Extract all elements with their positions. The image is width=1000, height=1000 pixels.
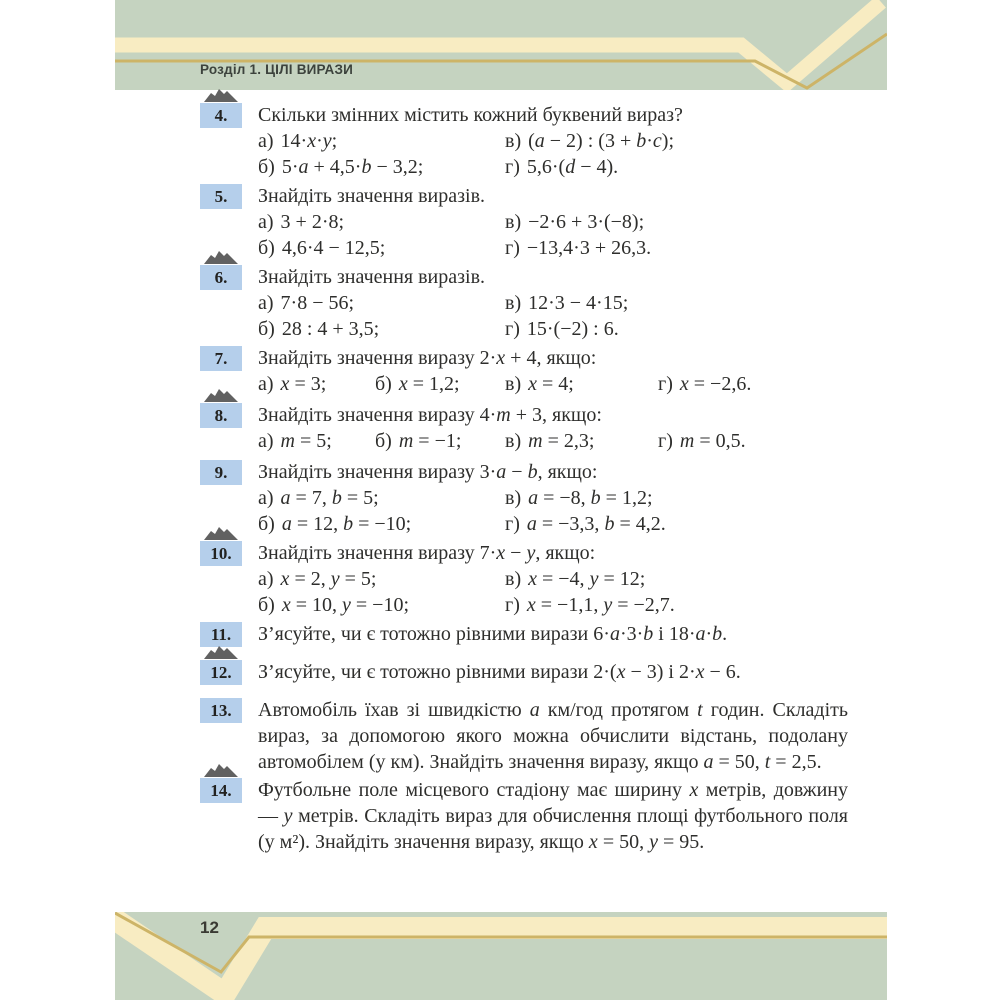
option-label: в) bbox=[505, 568, 522, 590]
problem-number-badge bbox=[200, 103, 242, 128]
option-expression: a = −3,3, b = 4,2. bbox=[526, 513, 666, 535]
option-item bbox=[258, 316, 505, 342]
option-item bbox=[658, 371, 848, 397]
problem-options bbox=[258, 128, 848, 180]
option-item bbox=[505, 290, 848, 316]
problem-number-badge bbox=[200, 622, 242, 647]
problem bbox=[200, 621, 848, 647]
problem-list bbox=[200, 102, 848, 857]
problem-title: Знайдіть значення виразу 3·a − b, якщо: bbox=[258, 461, 598, 483]
option-item bbox=[258, 511, 505, 537]
option-item bbox=[375, 428, 505, 454]
problem-options bbox=[258, 485, 848, 537]
problem-number-badge bbox=[200, 778, 242, 803]
problem bbox=[200, 659, 848, 685]
problem-number: 4. bbox=[214, 105, 228, 125]
option-label: в) bbox=[505, 211, 522, 233]
option-label: а) bbox=[258, 292, 274, 314]
problem-gutter bbox=[200, 659, 258, 685]
problem bbox=[200, 459, 848, 537]
problem-number: 14. bbox=[210, 780, 232, 800]
option-label: б) bbox=[258, 318, 275, 340]
problem bbox=[200, 345, 848, 397]
option-expression: a = −8, b = 1,2; bbox=[528, 487, 653, 509]
option-item bbox=[258, 485, 505, 511]
chapter-header: Розділ 1. ЦІЛІ ВИРАЗИ bbox=[200, 62, 354, 77]
option-expression: −13,4·3 + 26,3. bbox=[526, 237, 652, 259]
option-item bbox=[375, 371, 505, 397]
problem bbox=[200, 402, 848, 454]
option-label: г) bbox=[505, 156, 520, 178]
problem-number: 12. bbox=[210, 662, 232, 682]
option-expression: 14·x·y; bbox=[280, 130, 338, 152]
option-item bbox=[505, 154, 848, 180]
option-expression: a = 7, b = 5; bbox=[280, 487, 379, 509]
difficulty-mountain-icon bbox=[204, 527, 238, 540]
problem bbox=[200, 697, 848, 775]
option-label: г) bbox=[505, 513, 520, 535]
problem-gutter bbox=[200, 264, 258, 342]
option-label: б) bbox=[258, 237, 275, 259]
option-label: в) bbox=[505, 487, 522, 509]
option-item bbox=[258, 290, 505, 316]
option-label: г) bbox=[658, 430, 673, 452]
option-item bbox=[258, 209, 505, 235]
option-expression: x = −2,6. bbox=[679, 373, 752, 395]
option-item bbox=[258, 592, 505, 618]
option-expression: (a − 2) : (3 + b·c); bbox=[528, 130, 674, 152]
problem-number-badge bbox=[200, 265, 242, 290]
option-item bbox=[258, 235, 505, 261]
option-item bbox=[258, 154, 505, 180]
problem-content bbox=[258, 264, 848, 342]
option-expression: 12·3 − 4·15; bbox=[528, 292, 629, 314]
problem bbox=[200, 264, 848, 342]
option-item bbox=[505, 235, 848, 261]
difficulty-mountain-icon bbox=[204, 89, 238, 102]
problem-gutter bbox=[200, 540, 258, 618]
problem-gutter bbox=[200, 102, 258, 180]
problem bbox=[200, 540, 848, 618]
problem-title: Знайдіть значення виразу 2·x + 4, якщо: bbox=[258, 347, 597, 369]
option-label: в) bbox=[505, 292, 522, 314]
problem-options bbox=[258, 566, 848, 618]
difficulty-mountain-icon bbox=[204, 251, 238, 264]
option-item bbox=[258, 128, 505, 154]
problem-content bbox=[258, 402, 848, 454]
problem-content bbox=[258, 659, 848, 685]
option-item bbox=[258, 371, 375, 397]
problem-number: 11. bbox=[210, 624, 232, 644]
option-expression: 15·(−2) : 6. bbox=[526, 318, 619, 340]
problem-gutter bbox=[200, 459, 258, 537]
problem-title: Знайдіть значення виразів. bbox=[258, 185, 486, 207]
page-number: 12 bbox=[200, 918, 219, 937]
option-label: г) bbox=[505, 594, 520, 616]
option-label: а) bbox=[258, 430, 274, 452]
problem bbox=[200, 183, 848, 261]
problem-title: З’ясуйте, чи є тотожно рівними вирази 6·a·3·b і 18·a·b. bbox=[258, 623, 728, 645]
problem bbox=[200, 777, 848, 855]
problem-body: Автомобіль їхав зі швидкістю a км/год протягом t годин. Складіть вираз, за допомогою якого можна обчислити відстань, подолану автомобілем (у км). Знайдіть значення виразу, якщо a = 50, t = 2,5. bbox=[258, 699, 848, 773]
option-label: б) bbox=[375, 373, 392, 395]
option-label: б) bbox=[258, 513, 275, 535]
option-expression: 28 : 4 + 3,5; bbox=[281, 318, 380, 340]
problem-gutter bbox=[200, 777, 258, 855]
problem-title: Знайдіть значення виразу 4·m + 3, якщо: bbox=[258, 404, 602, 426]
problem-number: 10. bbox=[210, 543, 232, 563]
option-label: а) bbox=[258, 211, 274, 233]
option-expression: x = 1,2; bbox=[398, 373, 460, 395]
option-label: в) bbox=[505, 373, 522, 395]
option-label: в) bbox=[505, 130, 522, 152]
problem-number-badge bbox=[200, 541, 242, 566]
problem bbox=[200, 102, 848, 180]
option-item bbox=[505, 316, 848, 342]
option-expression: x = 3; bbox=[280, 373, 327, 395]
problem-number: 6. bbox=[214, 267, 228, 287]
option-item bbox=[505, 511, 848, 537]
problem-content bbox=[258, 540, 848, 618]
problem-gutter bbox=[200, 402, 258, 454]
problem-gutter bbox=[200, 621, 258, 647]
option-expression: 3 + 2·8; bbox=[280, 211, 345, 233]
difficulty-mountain-icon bbox=[204, 646, 238, 659]
problem-number: 5. bbox=[214, 186, 228, 206]
option-expression: x = −4, y = 12; bbox=[528, 568, 646, 590]
problem-number-badge bbox=[200, 460, 242, 485]
option-item bbox=[505, 209, 848, 235]
problem-content bbox=[258, 345, 848, 397]
problem-number: 7. bbox=[214, 348, 228, 368]
problem-content bbox=[258, 621, 848, 647]
option-expression: m = 0,5. bbox=[679, 430, 746, 452]
problem-number: 8. bbox=[214, 405, 228, 425]
option-label: а) bbox=[258, 130, 274, 152]
problem-title: Скільки змінних містить кожний буквений вираз? bbox=[258, 104, 683, 126]
option-expression: x = 2, y = 5; bbox=[280, 568, 377, 590]
problem-content bbox=[258, 102, 848, 180]
difficulty-mountain-icon bbox=[204, 764, 238, 777]
option-item bbox=[505, 428, 658, 454]
option-label: а) bbox=[258, 487, 274, 509]
option-expression: −2·6 + 3·(−8); bbox=[528, 211, 645, 233]
option-label: в) bbox=[505, 430, 522, 452]
problem-options bbox=[258, 371, 848, 397]
bottom-band-graphic bbox=[115, 912, 887, 1000]
option-label: г) bbox=[658, 373, 673, 395]
option-expression: a = 12, b = −10; bbox=[281, 513, 412, 535]
problem-number: 9. bbox=[214, 462, 228, 482]
option-expression: 7·8 − 56; bbox=[280, 292, 355, 314]
option-label: а) bbox=[258, 373, 274, 395]
problem-gutter bbox=[200, 183, 258, 261]
option-expression: m = −1; bbox=[398, 430, 462, 452]
problem-content bbox=[258, 697, 848, 775]
problem-content bbox=[258, 183, 848, 261]
option-item bbox=[658, 428, 848, 454]
option-label: б) bbox=[258, 156, 275, 178]
option-expression: 4,6·4 − 12,5; bbox=[281, 237, 386, 259]
option-expression: m = 5; bbox=[280, 430, 332, 452]
problem-title: З’ясуйте, чи є тотожно рівними вирази 2·(x − 3) і 2·x − 6. bbox=[258, 661, 741, 683]
bottom-decorative-band bbox=[115, 912, 887, 1000]
problem-options bbox=[258, 290, 848, 342]
option-label: а) bbox=[258, 568, 274, 590]
option-item bbox=[505, 485, 848, 511]
option-item bbox=[258, 566, 505, 592]
problem-body: Футбольне поле місцевого стадіону має ширину x метрів, довжину — y метрів. Складіть вираз для обчислення площі футбольного поля (у м²). Знайдіть значення виразу, якщо x = 50, y = 95. bbox=[258, 779, 849, 853]
option-expression: x = 10, y = −10; bbox=[281, 594, 410, 616]
problem-number-badge bbox=[200, 698, 242, 723]
option-expression: x = −1,1, y = −2,7. bbox=[526, 594, 675, 616]
problem-number-badge bbox=[200, 660, 242, 685]
option-item bbox=[505, 566, 848, 592]
problem-options bbox=[258, 428, 848, 454]
problem-number: 13. bbox=[210, 700, 232, 720]
difficulty-mountain-icon bbox=[204, 389, 238, 402]
problem-options bbox=[258, 209, 848, 261]
option-label: б) bbox=[258, 594, 275, 616]
option-expression: 5,6·(d − 4). bbox=[526, 156, 619, 178]
option-label: г) bbox=[505, 237, 520, 259]
problem-content bbox=[258, 777, 848, 855]
option-expression: x = 4; bbox=[528, 373, 574, 395]
option-label: б) bbox=[375, 430, 392, 452]
option-item bbox=[505, 371, 658, 397]
option-label: г) bbox=[505, 318, 520, 340]
option-expression: m = 2,3; bbox=[528, 430, 595, 452]
problem-title: Знайдіть значення виразу 7·x − y, якщо: bbox=[258, 542, 596, 564]
option-item bbox=[505, 592, 848, 618]
problem-content bbox=[258, 459, 848, 537]
option-expression: 5·a + 4,5·b − 3,2; bbox=[281, 156, 424, 178]
problem-number-badge bbox=[200, 184, 242, 209]
option-item bbox=[505, 128, 848, 154]
problem-number-badge bbox=[200, 346, 242, 371]
problem-title: Знайдіть значення виразів. bbox=[258, 266, 486, 288]
problem-number-badge bbox=[200, 403, 242, 428]
option-item bbox=[258, 428, 375, 454]
